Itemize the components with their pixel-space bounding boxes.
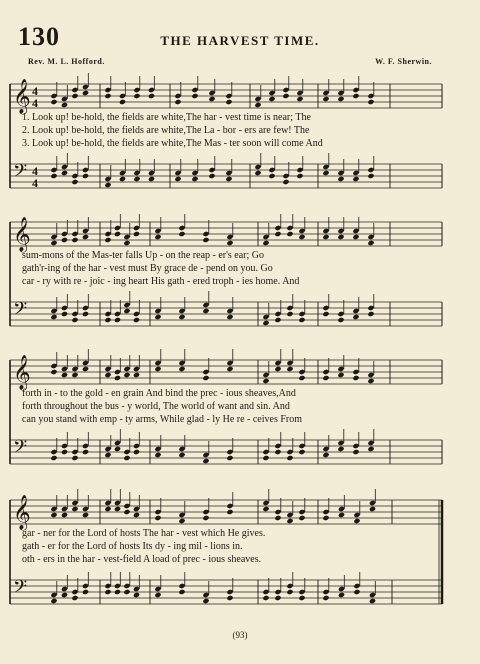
note-head xyxy=(262,506,269,512)
treble-clef-icon: 𝄞 xyxy=(13,355,31,390)
note-head xyxy=(154,366,161,372)
note-head xyxy=(369,598,376,604)
note-head xyxy=(274,595,281,601)
note-head xyxy=(104,93,111,99)
note-head xyxy=(133,231,140,237)
note-head xyxy=(71,506,78,512)
note-head xyxy=(71,595,78,601)
note-head xyxy=(123,509,130,515)
note-head xyxy=(353,518,360,524)
note-head xyxy=(178,518,185,524)
note-head xyxy=(104,182,111,188)
note-head xyxy=(298,595,305,601)
page-number: (93) xyxy=(232,630,248,640)
music-system-2 xyxy=(0,210,480,330)
note-head xyxy=(123,589,130,595)
treble-staff xyxy=(10,360,442,384)
note-head xyxy=(338,592,345,598)
note-head xyxy=(148,93,155,99)
note-head xyxy=(352,449,359,455)
note-head xyxy=(337,446,344,452)
note-head xyxy=(298,515,305,521)
note-head xyxy=(337,176,344,182)
note-head xyxy=(71,455,78,461)
bass-clef-icon: 𝄢 xyxy=(13,437,28,462)
time-signature: 4 xyxy=(32,176,38,190)
verse-2-lyrics: 2. Look up! be-hold, the fields are white,The La - bor - ers are few! The xyxy=(22,125,310,136)
note-head xyxy=(61,372,68,378)
bass-notes xyxy=(50,572,376,604)
time-signature: 4 xyxy=(32,84,38,98)
note-head xyxy=(282,179,289,185)
note-head xyxy=(123,372,130,378)
note-head xyxy=(61,170,68,176)
verse-3-lyrics: can you stand with emp - ty arms, While glad - ly He re - ceives From xyxy=(22,414,303,425)
note-head xyxy=(133,512,140,518)
note-head xyxy=(119,99,126,105)
note-head xyxy=(50,455,57,461)
music-system-1 xyxy=(0,72,480,192)
note-head xyxy=(191,176,198,182)
note-head xyxy=(262,240,269,246)
note-head xyxy=(337,317,344,323)
note-head xyxy=(367,173,374,179)
note-head xyxy=(322,375,329,381)
note-head xyxy=(50,99,57,105)
note-head xyxy=(174,176,181,182)
verse-3-lyrics: car - ry with re - joic - ing heart His gath - ered troph - ies home. And xyxy=(22,276,300,287)
note-head xyxy=(82,311,89,317)
verse-2-lyrics: gath - er for the Lord of hosts Its dy - ing mil - lions in. xyxy=(22,541,243,552)
note-head xyxy=(50,240,57,246)
note-head xyxy=(71,237,78,243)
verse-2-lyrics: forth throughout the bus - y world, The world of want and sin. And xyxy=(22,401,290,412)
note-head xyxy=(104,506,111,512)
note-head xyxy=(61,311,68,317)
note-head xyxy=(286,518,293,524)
note-head xyxy=(174,99,181,105)
note-head xyxy=(286,366,293,372)
note-head xyxy=(104,317,111,323)
note-head xyxy=(262,595,269,601)
note-head xyxy=(268,96,275,102)
note-head xyxy=(61,592,68,598)
note-head xyxy=(286,311,293,317)
note-head xyxy=(114,506,121,512)
note-head xyxy=(191,93,198,99)
note-head xyxy=(202,458,209,464)
note-head xyxy=(133,93,140,99)
note-head xyxy=(337,372,344,378)
note-head xyxy=(225,176,232,182)
time-signature: 4 xyxy=(32,164,38,178)
note-head xyxy=(123,240,130,246)
note-head xyxy=(337,234,344,240)
note-head xyxy=(352,314,359,320)
note-head xyxy=(298,234,305,240)
note-head xyxy=(225,99,232,105)
note-head xyxy=(298,375,305,381)
note-head xyxy=(61,102,68,108)
note-head xyxy=(202,375,209,381)
note-head xyxy=(71,93,78,99)
note-head xyxy=(226,595,233,601)
note-head xyxy=(154,234,161,240)
treble-notes xyxy=(50,349,374,384)
note-head xyxy=(50,369,57,375)
note-head xyxy=(322,234,329,240)
note-head xyxy=(208,173,215,179)
note-head xyxy=(322,170,329,176)
note-head xyxy=(202,308,209,314)
bass-clef-icon: 𝄢 xyxy=(13,161,28,186)
note-head xyxy=(114,317,121,323)
note-head xyxy=(82,366,89,372)
note-head xyxy=(133,449,140,455)
verse-2-lyrics: gath'r-ing of the har - vest must By grace de - pend on you. Go xyxy=(22,263,273,274)
hymn-title: THE HARVEST TIME. xyxy=(160,33,320,48)
note-head xyxy=(268,173,275,179)
note-head xyxy=(114,231,121,237)
note-head xyxy=(82,449,89,455)
note-head xyxy=(226,509,233,515)
note-head xyxy=(178,231,185,237)
note-head xyxy=(133,372,140,378)
note-head xyxy=(353,589,360,595)
note-head xyxy=(50,598,57,604)
note-head xyxy=(71,372,78,378)
note-head xyxy=(274,231,281,237)
bass-clef-icon: 𝄢 xyxy=(13,577,28,602)
note-head xyxy=(154,515,161,521)
note-head xyxy=(178,314,185,320)
note-head xyxy=(133,176,140,182)
note-head xyxy=(352,93,359,99)
verse-1-lyrics: forth in - to the gold - en grain And bind the prec - ious sheaves,And xyxy=(22,388,296,399)
note-head xyxy=(82,234,89,240)
note-head xyxy=(367,446,374,452)
note-head xyxy=(123,455,130,461)
note-head xyxy=(226,314,233,320)
note-head xyxy=(282,93,289,99)
note-head xyxy=(367,311,374,317)
note-head xyxy=(337,96,344,102)
note-head xyxy=(114,375,121,381)
note-head xyxy=(352,176,359,182)
note-head xyxy=(61,512,68,518)
note-head xyxy=(202,515,209,521)
note-head xyxy=(202,237,209,243)
verse-3-lyrics: 3. Look up! be-hold, the fields are white,The Mas - ter soon will come And xyxy=(22,138,323,149)
note-head xyxy=(322,452,329,458)
note-head xyxy=(262,320,269,326)
note-head xyxy=(262,455,269,461)
lyricist-credit: Rev. M. L. Hofford. xyxy=(28,57,105,66)
note-head xyxy=(296,96,303,102)
note-head xyxy=(154,592,161,598)
note-head xyxy=(262,378,269,384)
note-head xyxy=(148,176,155,182)
note-head xyxy=(296,173,303,179)
note-head xyxy=(226,366,233,372)
note-head xyxy=(71,317,78,323)
note-head xyxy=(352,375,359,381)
note-head xyxy=(104,452,111,458)
note-head xyxy=(208,96,215,102)
note-head xyxy=(254,170,261,176)
note-head xyxy=(226,455,233,461)
bass-clef-icon: 𝄢 xyxy=(13,299,28,324)
time-signature: 4 xyxy=(32,96,38,110)
note-head xyxy=(50,512,57,518)
note-head xyxy=(82,173,89,179)
note-head xyxy=(338,512,345,518)
music-system-4 xyxy=(0,488,480,608)
note-head xyxy=(274,449,281,455)
note-head xyxy=(178,452,185,458)
note-head xyxy=(298,317,305,323)
note-head xyxy=(104,589,111,595)
note-head xyxy=(178,366,185,372)
note-head xyxy=(298,449,305,455)
verse-1-lyrics: gar - ner for the Lord of hosts The har - vest which He gives. xyxy=(22,528,266,539)
note-head xyxy=(154,452,161,458)
note-head xyxy=(82,589,89,595)
note-head xyxy=(50,314,57,320)
bass-notes xyxy=(50,291,374,326)
note-head xyxy=(202,598,209,604)
note-head xyxy=(226,240,233,246)
note-head xyxy=(114,446,121,452)
treble-notes xyxy=(50,214,374,246)
note-head xyxy=(367,99,374,105)
note-head xyxy=(82,512,89,518)
note-head xyxy=(61,237,68,243)
verse-3-lyrics: oth - ers in the har - vest-field A load of prec - ious sheaves. xyxy=(22,554,262,565)
note-head xyxy=(286,589,293,595)
composer-credit: W. F. Sherwin. xyxy=(375,57,432,66)
note-head xyxy=(104,372,111,378)
note-head xyxy=(61,449,68,455)
note-head xyxy=(367,240,374,246)
hymn-number: 130 xyxy=(18,22,60,51)
note-head xyxy=(274,515,281,521)
bass-notes xyxy=(50,429,374,464)
note-head xyxy=(322,311,329,317)
treble-clef-icon: 𝄞 xyxy=(13,217,31,252)
note-head xyxy=(133,592,140,598)
note-head xyxy=(286,231,293,237)
bass-notes xyxy=(50,153,374,188)
note-head xyxy=(71,179,78,185)
note-head xyxy=(104,237,111,243)
note-head xyxy=(50,173,57,179)
note-head xyxy=(154,314,161,320)
note-head xyxy=(114,589,121,595)
note-head xyxy=(82,90,89,96)
treble-notes xyxy=(50,489,376,524)
note-head xyxy=(119,176,126,182)
note-head xyxy=(123,308,130,314)
note-head xyxy=(178,589,185,595)
note-head xyxy=(352,234,359,240)
note-head xyxy=(133,317,140,323)
verse-1-lyrics: sum-mons of the Mas-ter falls Up - on the reap - er's ear; Go xyxy=(22,250,265,261)
note-head xyxy=(274,317,281,323)
note-head xyxy=(286,455,293,461)
note-head xyxy=(367,378,374,384)
note-head xyxy=(322,515,329,521)
treble-notes xyxy=(50,73,374,108)
note-head xyxy=(322,96,329,102)
note-head xyxy=(274,366,281,372)
treble-clef-icon: 𝄞 xyxy=(13,495,31,530)
note-head xyxy=(369,506,376,512)
note-head xyxy=(322,595,329,601)
verse-1-lyrics: 1. Look up! be-hold, the fields are white,The har - vest time is near; The xyxy=(22,112,311,123)
note-head xyxy=(254,102,261,108)
treble-clef-icon: 𝄞 xyxy=(13,79,31,114)
music-system-3 xyxy=(0,348,480,468)
